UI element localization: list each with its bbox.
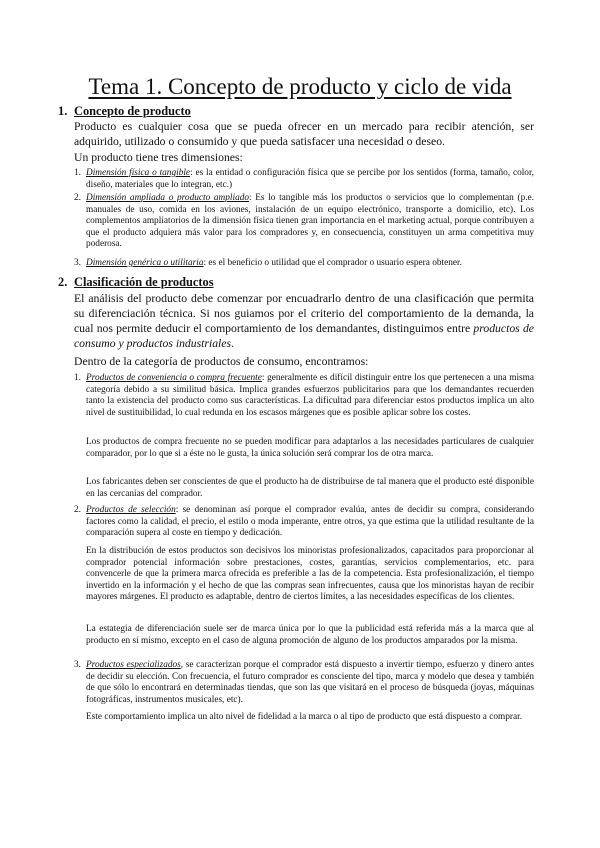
list-item-term: Dimensión ampliada o producto ampliado <box>86 193 250 203</box>
list-item-term: Dimensión física o tangible <box>86 168 191 178</box>
list-item <box>86 373 534 419</box>
list-item-term: Productos especializados <box>86 660 181 670</box>
list-number: 3. <box>74 660 81 670</box>
paragraph: La estategia de diferenciación suele ser de marca única por lo que la publicidad está referida más a la marca que al producto en sí mismo, excepto en el caso de alguna promoción de alguno de los productos amparados por la misma. <box>86 624 534 646</box>
list-item <box>86 505 534 540</box>
paragraph: Este comportamiento implica un alto nivel de fidelidad a la marca o al tipo de producto que está dispuesto a comprar. <box>86 712 523 722</box>
list-number: 1. <box>74 168 81 178</box>
paragraph: Los productos de compra frecuente no se pueden modificar para adaptarlos a las necesidades particulares de cualquier comparador, por lo que si a éste no le gusta, la única solución será comprar los de otra marca. <box>86 437 534 459</box>
paragraph: Dentro de la categoría de productos de consumo, encontramos: <box>74 355 369 368</box>
page-title: Tema 1. Concepto de producto y ciclo de vida <box>88 74 512 99</box>
list-item-text: : es la entidad o configuración física que se percibe por los sentidos (forma, tamaño, color, diseño, materiales que lo integran, etc.) <box>86 168 535 190</box>
list-item-term: Productos de conveniencia o compra frecuente <box>86 373 262 383</box>
paragraph <box>74 291 534 351</box>
list-item-text: : se denominan así porque el comprador evalúa, antes de decidir su compra, considerando factores como la calidad, el precio, el estilo o moda imperante, entre otros, ya que estima que la utilidad resultante de la comparación supera al coste en tiempo y dedicación. <box>86 505 534 539</box>
list-item-text: : generalmente es difícil distinguir entre los que pertenecen a una misma categoría debido a su similitud básica. Implica grandes esfuerzos publicitarios para que los demandantes recuerden tanto la existencia del producto como sus características. La dificultad para diferenciar estos productos implica un alto nivel de sustituibilidad, lo cual redunda en los escasos márgenes que es posible aplicar sobre los costes. <box>86 373 534 418</box>
paragraph-text: . <box>231 337 234 350</box>
list-number: 2. <box>74 193 81 203</box>
section-number: 2. <box>58 275 68 289</box>
section-heading-1 <box>58 104 191 119</box>
paragraph: Los fabricantes deben ser conscientes de que el producto ha de distribuirse de tal manera que el producto esté disponible en las cercanías del comprador. <box>86 477 534 499</box>
list-item <box>86 660 534 706</box>
list-item <box>86 168 534 191</box>
list-number: 2. <box>74 505 81 515</box>
paragraph: Producto es cualquier cosa que se pueda ofrecer en un mercado para recibir atención, ser adquirido, utilizado o consumido y que pueda satisfacer una necesidad o deseo. <box>74 120 534 148</box>
list-item-text: , se caracterizan porque el comprador está dispuesto a invertir tiempo, esfuerzo y dinero antes de decidir su elección. Con frecuencia, el futuro comprador es consciente del tipo, marca y modelo que desea y también de que sólo lo encontrará en determinadas tiendas, que son las que visitará en el proceso de búsqueda (joyas, máquinas fotográficas, instrumentos musicales, etc). <box>86 660 534 705</box>
list-item-term: Dimensión genérica o utilitaria <box>86 258 204 268</box>
list-item-term: Productos de selección <box>86 505 176 515</box>
section-heading-2 <box>58 275 214 290</box>
list-item-text: : es el beneficio o utilidad que el comprador o usuario espera obtener. <box>203 258 462 268</box>
section-title: Clasificación de productos <box>74 275 214 289</box>
list-item-text: : Es lo tangible más los productos o servicios que lo complementan (p.e. manuales de uso, comida en los aviones, instalación de un equipo electrónico, transporte a domicilio, etc). Los complementos ampliatorios de la dimensión física tienen gran importancia en el marketing actual, porque contribuyen a que el producto adquiera más valor para los compradores y, en consecuencia, constituyen un arma competitiva muy poderosa. <box>86 193 534 250</box>
paragraph: Un producto tiene tres dimensiones: <box>74 151 243 164</box>
list-number: 1. <box>74 373 81 383</box>
list-item <box>86 258 534 270</box>
paragraph-text: El análisis del producto debe comenzar por encuadrarlo dentro de una clasificación que permita su diferenciación técnica. Si nos guiamos por el criterio del comportamiento de la demanda, la cual nos permite deducir el comportamiento de los demandantes, distinguimos entre <box>74 292 534 335</box>
emphasis: productos de consumo y productos industriales <box>74 322 534 350</box>
paragraph: En la distribución de estos productos son decisivos los minoristas profesionalizados, capacitados para proporcionar al comprador potencial información sobre prestaciones, costes, garantías, servicios complementarios, etc. para convencerle de que la primera marca ofrecida es preferible a las de la competencia. Esta profesionalización, el tiempo invertido en la información y el hecho de que las compras sean infrecuentes, causa que los minoristas hayan de recibir mayores márgenes. El producto es adaptable, dentro de ciertos límites, a las necesidades específicas de los clientes. <box>86 546 534 603</box>
section-number: 1. <box>58 104 68 118</box>
section-title: Concepto de producto <box>74 104 191 118</box>
list-number: 3. <box>74 258 81 268</box>
list-item <box>86 193 534 251</box>
